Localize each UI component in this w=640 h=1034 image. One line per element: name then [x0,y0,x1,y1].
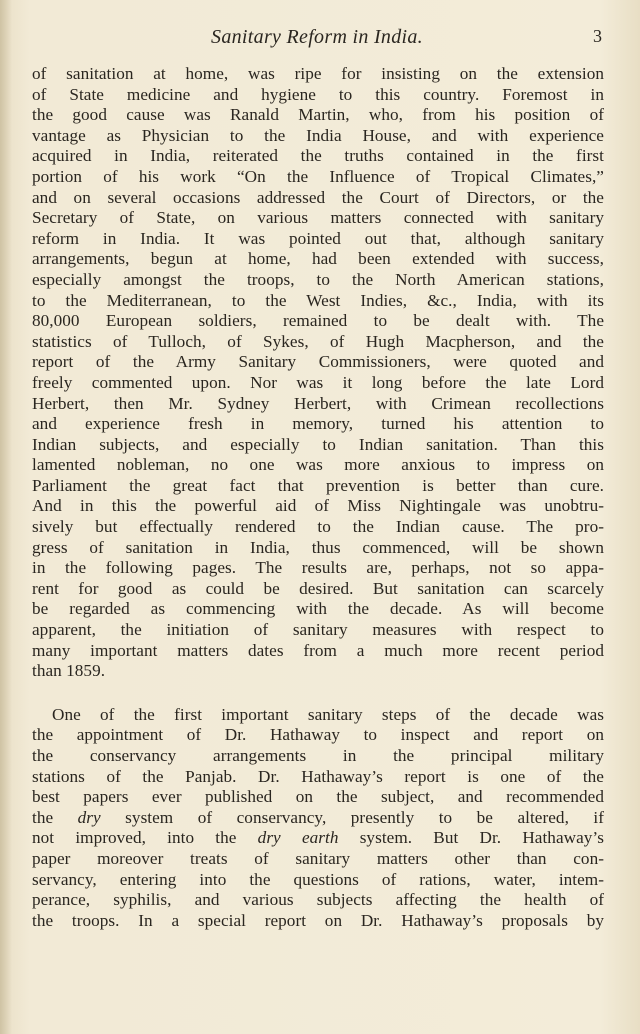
text-run: system of conservancy, presently to be altered, if [100,807,605,827]
text-line: portion of his work “On the Influence of Tropical Climates,” [32,166,604,186]
text-line: reform in India. It was pointed out that, although sanitary [32,228,604,248]
paragraph-1 [32,64,604,682]
text-line: the conservancy arrangements in the principal military [32,746,604,765]
text-line: best papers ever published on the subject, and recommended [32,787,604,807]
text-line: the troops. In a special report on Dr. Hathaway’s proposals by [32,910,604,930]
text-line: paper moreover treats of sanitary matters other than con- [32,848,604,868]
italic-term-dry-earth: dry earth [257,828,339,848]
text-line: and experience fresh in memory, turned his attention to [32,414,604,434]
text-line: statistics of Tulloch, of Sykes, of Hugh Macpherson, and the [32,331,604,351]
text-line: apparent, the initiation of sanitary measures with respect to [32,620,604,640]
text-line: of sanitation at home, was ripe for insisting on the extension [32,64,604,83]
text-run: system. But Dr. Hathaway’s [338,828,604,848]
text-line: gress of sanitation in India, thus commenced, will be shown [32,537,604,557]
paragraph-gap [32,682,604,705]
text-line: Indian subjects, and especially to Indian sanitation. Than this [32,434,604,454]
text-line: and on several occasions addressed the Court of Directors, or the [32,187,604,207]
text-line: And in this the powerful aid of Miss Nightingale was unobtru- [32,496,604,516]
text-line: in the following pages. The results are, perhaps, not so appa- [32,558,604,578]
text-line: One of the first important sanitary steps of the decade was [52,704,604,724]
text-run: not improved, into the [32,828,258,848]
text-line: of State medicine and hygiene to this country. Foremost in [32,84,604,104]
text-line: sively but effectually rendered to the Indian cause. The pro- [32,517,604,537]
italic-term-dry: dry [77,807,101,827]
running-head: Sanitary Reform in India. [211,26,423,48]
text-line: be regarded as commencing with the decade. As will become [32,599,604,619]
body-text [32,64,604,931]
text-line: perance, syphilis, and various subjects affecting the health of [32,890,604,910]
text-line: rent for good as could be desired. But sanitation can scarcely [32,578,604,598]
text-line: Herbert, then Mr. Sydney Herbert, with Crimean recollections [32,393,604,413]
text-line: many important matters dates from a much more recent period [32,640,604,660]
text-line: especially amongst the troops, to the North American stations, [32,269,604,289]
text-line: report of the Army Sanitary Commissioners, were quoted and [32,352,604,372]
text-line: the good cause was Ranald Martin, who, from his position of [32,105,604,125]
text-line: freely commented upon. Nor was it long before the late Lord [32,372,604,392]
text-run: the [32,807,78,827]
spine-shadow [0,0,12,1034]
text-line: than 1859. [32,661,106,681]
paragraph-2 [32,705,604,932]
page-header [32,26,602,54]
text-line: Parliament the great fact that prevention is better than cure. [32,475,604,495]
text-line: to the Mediterranean, to the West Indies, &c., India, with its [32,290,604,310]
text-line [32,828,604,849]
text-line: arrangements, begun at home, had been extended with success, [32,249,604,269]
text-line: lamented nobleman, no one was more anxious to impress on [32,455,604,475]
text-line: the appointment of Dr. Hathaway to inspect and report on [32,725,604,745]
text-line: stations of the Panjab. Dr. Hathaway’s report is one of the [32,766,604,786]
text-line: vantage as Physician to the India House, and with experience [32,125,604,145]
text-line: acquired in India, reiterated the truths contained in the first [32,146,604,166]
page-number: 3 [593,26,602,46]
text-line: servancy, entering into the questions of rations, water, intem- [32,869,604,889]
text-line: Secretary of State, on various matters connected with sanitary [32,208,604,228]
text-line [32,808,604,829]
text-line: 80,000 European soldiers, remained to be dealt with. The [32,311,604,331]
